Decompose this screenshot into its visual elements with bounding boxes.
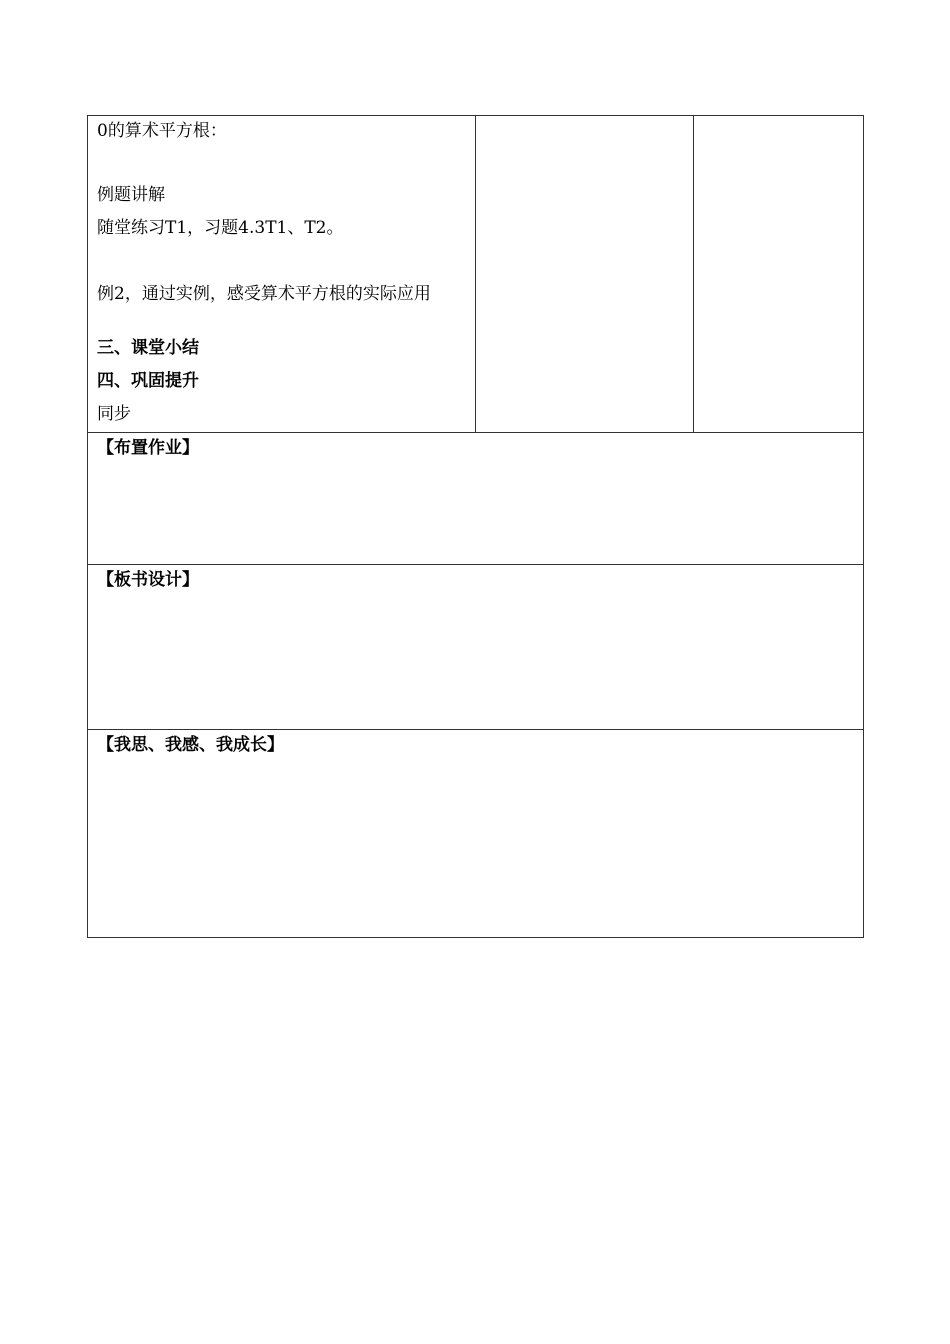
student-activity-cell xyxy=(476,116,694,433)
homework-row xyxy=(88,433,864,565)
board-design-row xyxy=(88,565,864,730)
teaching-content-cell xyxy=(88,116,476,433)
design-intent-cell xyxy=(694,116,864,433)
example-explanation-text: 例题讲解 xyxy=(97,185,165,205)
class-summary-heading: 三、课堂小结 xyxy=(97,338,199,358)
arithmetic-square-root-of-zero-text: 0的算术平方根： xyxy=(97,121,227,141)
practice-exercise-text: 随堂练习T1，习题4.3T1、T2。 xyxy=(97,218,344,238)
reflection-heading: 【我思、我感、我成长】 xyxy=(97,735,284,755)
reflection-cell xyxy=(88,730,864,938)
example-2-text: 例2，通过实例，感受算术平方根的实际应用 xyxy=(97,284,431,304)
lesson-plan-table xyxy=(87,115,864,938)
homework-cell xyxy=(88,433,864,565)
consolidation-heading: 四、巩固提升 xyxy=(97,371,199,391)
homework-heading: 【布置作业】 xyxy=(97,438,199,458)
teaching-process-row xyxy=(88,116,864,433)
board-design-heading: 【板书设计】 xyxy=(97,570,199,590)
sync-practice-text: 同步 xyxy=(97,404,131,424)
board-design-cell xyxy=(88,565,864,730)
reflection-row xyxy=(88,730,864,938)
